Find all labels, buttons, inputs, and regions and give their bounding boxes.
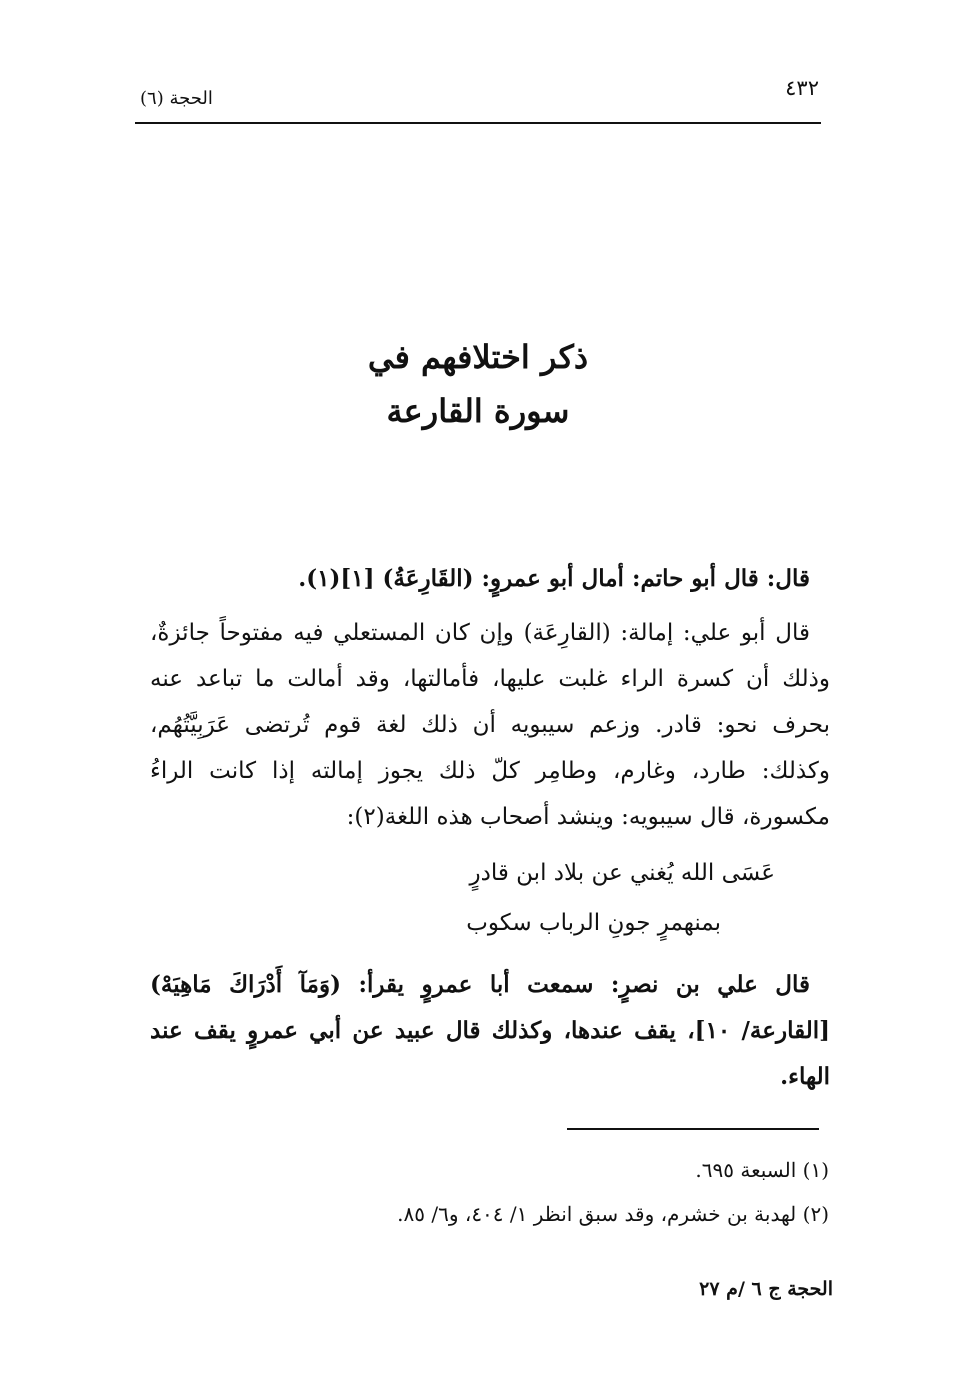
page-header [135,72,821,124]
chapter-title-line1: ذكر اختلافهم في [367,338,589,376]
paragraph-2: قال أبو علي: إمالة: (القارِعَة) وإن كان المستعلي فيه مفتوحاً جائزةٌ، وذلك أن كسرة الراء غلبت عليها، فأمالتها، وقد أمالت ما تباعد عنه بحرف نحو: قادر. وزعم سيبويه أن ذلك لغة قوم تُرتضى عَرَبِيَّتُهُم، وكذلك: طارد، وغارم، وطامِر كلّ ذلك يجوز إمالته إذا كانت الراءُ مكسورة، قال سيبويه: وينشد أصحاب هذه اللغة(٢): [150,620,830,830]
chapter-title-line2: سورة القارعة [386,392,570,430]
header-rule [135,122,821,124]
paragraph-3: قال علي بن نصرٍ: سمعت أبا عمروٍ يقرأ: (وَمَآ أَدْرَاكَ مَاهِيَهْ) [القارعة/ ١٠]، يقف عندها، وكذلك قال عبيد عن أبي عمروٍ يقف عند الهاء. [150,971,830,1090]
paragraph-1: قال: قال أبو حاتم: أمال أبو عمروٍ: (القَارِعَةُ) [١](١). [298,565,810,592]
footnote-2: (٢) لهدبة بن خشرم، وقد سبق انظر ١/ ٤٠٤، و٦/ ٨٥. [397,1202,829,1226]
verse-line-2: بمنهمرٍ جونِ الرباب سكوب [466,910,721,936]
verse-line-1: عَسَى الله يُغني عن بلاد ابن قادرٍ [469,860,775,886]
signature-mark: الحجة ج ٦ /م ٢٧ [699,1278,833,1300]
running-title: الحجة (٦) [140,88,213,109]
page-number: ٤٣٢ [785,76,819,100]
footnote-1: (١) السبعة ٦٩٥. [695,1158,829,1182]
footnote-rule [567,1128,819,1130]
